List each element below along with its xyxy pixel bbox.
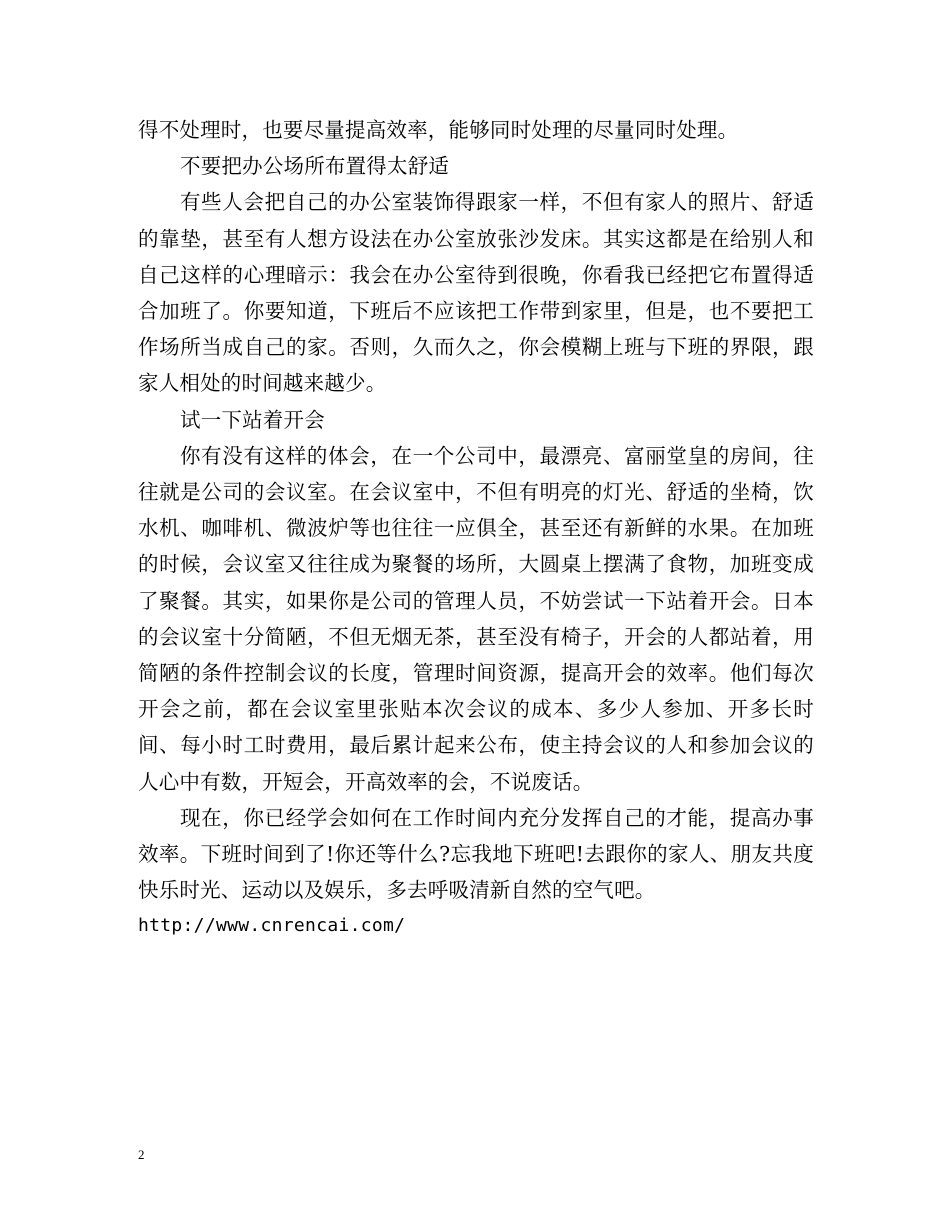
body-text	[138, 112, 814, 945]
paragraph-office-comfort: 有些人会把自己的办公室装饰得跟家一样，不但有家人的照片、舒适的靠垫，甚至有人想方设法在办公室放张沙发床。其实这都是在给别人和自己这样的心理暗示：我会在办公室待到很晚，你看我已经把它布置得适合加班了。你要知道，下班后不应该把工作带到家里，但是，也不要把工作场所当成自己的家。否则，久而久之，你会模糊上班与下班的界限，跟家人相处的时间越来越少。	[138, 190, 814, 396]
section-heading-office-comfort: 不要把办公场所布置得太舒适	[180, 154, 450, 179]
paragraph-conclusion: 现在，你已经学会如何在工作时间内充分发挥自己的才能，提高办事效率。下班时间到了!你还等什么?忘我地下班吧!去跟你的家人、朋友共度快乐时光、运动以及娱乐，多去呼吸清新自然的空气吧。	[138, 805, 814, 903]
page-number: 2	[138, 1147, 145, 1162]
continued-paragraph: 得不处理时，也要尽量提高效率，能够同时处理的尽量同时处理。	[138, 118, 739, 142]
paragraph-standing-meeting: 你有没有这样的体会，在一个公司中，最漂亮、富丽堂皇的房间，往往就是公司的会议室。在会议室中，不但有明亮的灯光、舒适的坐椅，饮水机、咖啡机、微波炉等也往往一应俱全，甚至还有新鲜的水果。在加班的时候，会议室又往往成为聚餐的场所，大圆桌上摆满了食物，加班变成了聚餐。其实，如果你是公司的管理人员，不妨尝试一下站着开会。日本的会议室十分简陋，不但无烟无茶，甚至没有椅子，开会的人都站着，用简陋的条件控制会议的长度，管理时间资源，提高开会的效率。他们每次开会之前，都在会议室里张贴本次会议的成本、多少人参加、开多长时间、每小时工时费用，最后累计起来公布，使主持会议的人和参加会议的人心中有数，开短会，开高效率的会，不说废话。	[138, 443, 814, 794]
section-heading-standing-meeting: 试一下站着开会	[180, 407, 325, 432]
source-url: http://www.cnrencai.com/	[138, 915, 406, 937]
